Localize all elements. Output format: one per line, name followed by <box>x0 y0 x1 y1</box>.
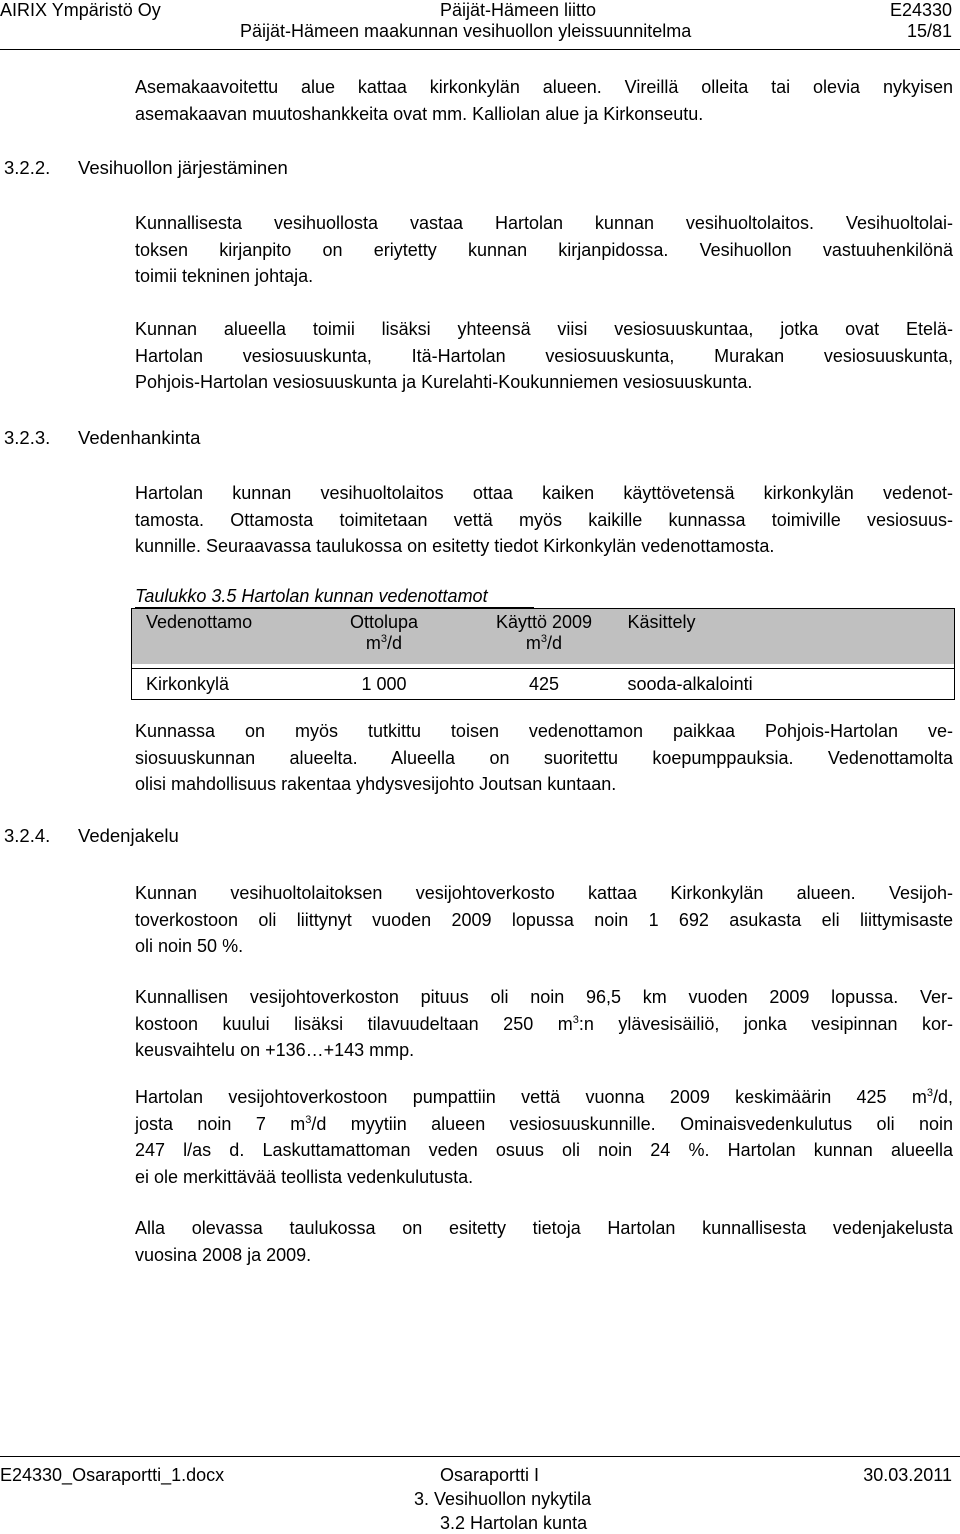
paragraph-6 <box>135 984 953 1064</box>
water-intake-table <box>131 608 955 700</box>
text-line: olisi mahdollisuus rakentaa yhdysvesijohto Joutsan kuntaan. <box>135 774 617 795</box>
header-company: AIRIX Ympäristö Oy <box>0 0 161 20</box>
text-line: keusvaihtelu on +136…+143 mmp. <box>135 1040 415 1061</box>
header-client: Päijät-Hämeen liitto <box>440 0 597 20</box>
text-line: josta noin 7 $m^3/d$ myytiin alueen vesiosuuskunnille. Ominaisvedenkulutus oli noin <box>135 1113 953 1134</box>
table-header-cell <box>622 609 955 665</box>
col-ottolupa: Ottolupa <box>349 612 419 632</box>
section-number: 3.2.2. <box>4 157 51 178</box>
cell-treatment: sooda-alkalointi <box>627 673 753 694</box>
section-heading-3-2-3 <box>4 427 200 449</box>
cell-name: Kirkonkylä <box>146 673 230 694</box>
section-heading-3-2-2 <box>4 157 288 179</box>
text-line: toksen kirjanpito on eriytetty kunnan kirjanpidossa. Vesihuollon vastuuhenkilönä <box>135 239 953 260</box>
paragraph-5 <box>135 880 953 960</box>
text-line: Asemakaavoitettu alue kattaa kirkonkylän alueen. Vireillä olleita tai olevia nykyisen <box>135 77 953 97</box>
paragraph-3 <box>135 480 953 560</box>
text-line: Kunnallisesta vesihuollosta vastaa Hartolan kunnan vesihuoltolaitos. Vesihuoltolai- <box>135 213 953 233</box>
unit-label: $m^3/d$ <box>365 633 403 653</box>
header-subtitle: Päijät-Hämeen maakunnan vesihuollon yleissuunnitelma <box>240 21 692 41</box>
unit-label: $m^3/d$ <box>525 633 563 653</box>
section-title: Vesihuollon järjestäminen <box>78 157 288 178</box>
text-line: kostoon kuului lisäksi tilavuudeltaan 250 $m^3:n$ ylävesisäiliö, jonka vesipinnan kor- <box>135 1013 953 1034</box>
section-number: 3.2.4. <box>4 825 51 846</box>
col-kaytto-2009: Käyttö 2009 <box>495 612 593 632</box>
paragraph-2 <box>135 316 953 396</box>
table-caption: Taulukko 3.5 Hartolan kunnan vedenottamot <box>135 586 488 606</box>
cell-usage: 425 <box>528 673 560 694</box>
text-line: tamosta. Ottamosta toimitetaan vettä myös kaikille kunnassa toimiville vesiosuus- <box>135 509 953 530</box>
header-page-number: 15/81 <box>906 21 952 41</box>
text-line: kunnille. Seuraavassa taulukossa on esitetty tiedot Kirkonkylän vedenottamosta. <box>135 536 775 557</box>
text-line: Kunnassa on myös tutkittu toisen vedenottamon paikkaa Pohjois-Hartolan ve- <box>135 721 953 741</box>
footer-chapter: 3. Vesihuollon nykytila <box>414 1489 592 1509</box>
table-header-row <box>132 609 955 665</box>
table-row <box>132 669 955 700</box>
footer-part: Osaraportti I <box>440 1465 540 1485</box>
paragraph-4 <box>135 718 953 798</box>
section-title: Vedenhankinta <box>78 427 201 448</box>
table-header-cell <box>467 609 622 665</box>
text-line: Hartolan vesiosuuskunta, Itä-Hartolan vesiosuuskunta, Murakan vesiosuuskunta, <box>135 345 953 366</box>
col-vedenottamo: Vedenottamo <box>146 612 253 632</box>
section-heading-3-2-4 <box>4 825 179 847</box>
footer-filename: E24330_Osaraportti_1.docx <box>0 1465 225 1485</box>
text-line: oli noin 50 %. <box>135 936 244 957</box>
text-line: toimii tekninen johtaja. <box>135 266 314 287</box>
text-line: toverkostoon oli liittynyt vuoden 2009 lopussa noin 1 692 asukasta eli liittymisaste <box>135 909 953 930</box>
text-line: Kunnan alueella toimii lisäksi yhteensä viisi vesiosuuskuntaa, jotka ovat Etelä- <box>135 319 953 339</box>
text-line: asemakaavan muutoshankkeita ovat mm. Kalliolan alue ja Kirkonseutu. <box>135 103 704 124</box>
text-line: 247 l/as d. Laskuttamattoman veden osuus oli noin 24 %. Hartolan kunnan alueella <box>135 1140 953 1161</box>
col-kasittely: Käsittely <box>627 612 696 632</box>
text-line: Hartolan kunnan vesihuoltolaitos ottaa kaiken käyttövetensä kirkonkylän vedenot- <box>135 483 953 503</box>
table-header-cell <box>132 609 302 665</box>
text-line: vuosina 2008 ja 2009. <box>135 1244 312 1265</box>
footer-subchapter: 3.2 Hartolan kunta <box>440 1513 588 1533</box>
text-line: Hartolan vesijohtoverkostoon pumpattiin vettä vuonna 2009 keskimäärin 425 $m^3/d$, <box>135 1087 953 1107</box>
section-number: 3.2.3. <box>4 427 51 448</box>
footer-rule <box>0 1456 960 1457</box>
text-line: Alla olevassa taulukossa on esitetty tietoja Hartolan kunnallisesta vedenjakelusta <box>135 1218 953 1238</box>
footer-date: 30.03.2011 <box>863 1465 952 1485</box>
text-line: siosuuskunnan alueelta. Alueella on suoritettu koepumppauksia. Vedenottamolta <box>135 747 953 768</box>
text-line: Kunnan vesihuoltolaitoksen vesijohtoverkosto kattaa Kirkonkylän alueen. Vesijoh- <box>135 883 953 903</box>
header-rule <box>0 49 960 50</box>
section-title: Vedenjakelu <box>78 825 179 846</box>
table-header-cell <box>302 609 467 665</box>
paragraph-8 <box>135 1215 953 1268</box>
text-line: ei ole merkittävää teollista vedenkulutusta. <box>135 1166 474 1187</box>
header-project-code: E24330 <box>889 0 952 20</box>
paragraph-1 <box>135 210 953 290</box>
text-line: Pohjois-Hartolan vesiosuuskunta ja Kurelahti-Koukunniemen vesiosuuskunta. <box>135 372 753 393</box>
intro-paragraph <box>135 74 953 127</box>
paragraph-7 <box>135 1084 953 1190</box>
cell-permit: 1 000 <box>361 673 407 694</box>
text-line: Kunnallisen vesijohtoverkoston pituus oli noin 96,5 km vuoden 2009 lopussa. Ver- <box>135 987 953 1007</box>
